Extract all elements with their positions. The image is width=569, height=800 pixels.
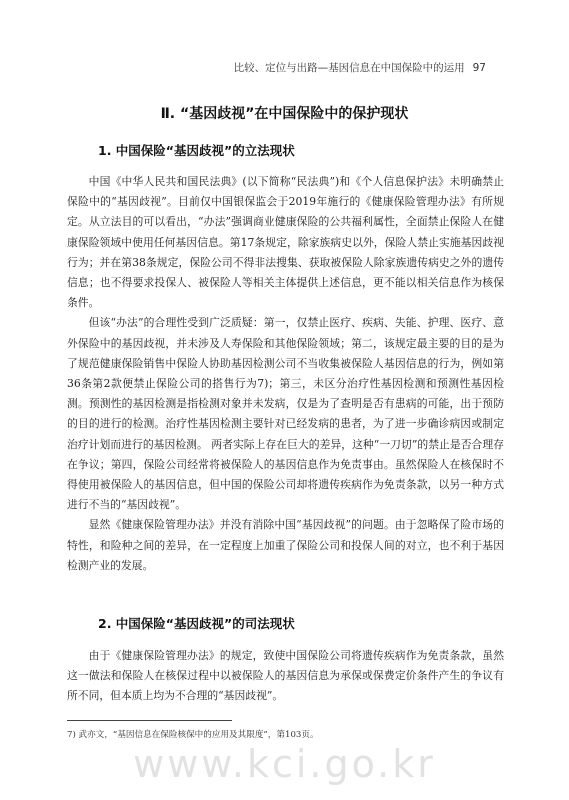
section-title: Ⅱ. “基因歧视”在中国保险中的保护现状	[160, 106, 409, 122]
footnote-divider	[67, 720, 232, 721]
running-header	[234, 60, 486, 75]
page-number: 97	[472, 62, 486, 74]
running-title: 比较、定位与出路—基因信息在中国保险中的运用	[233, 62, 465, 74]
subsection-title-judicial: 2. 中国保险“基因歧视”的司法现状	[98, 616, 295, 631]
paragraph: 显然《健康保险管理办法》并没有消除中国“基因歧视”的问题。由于忽略保了险市场的特性，和险种之间的差异，在一定程度上加重了保险公司和投保人间的对立，也不利于基因检测产业的发展。	[67, 518, 504, 572]
legislation-body	[67, 172, 504, 576]
paragraph: 由于《健康保险管理办法》的规定，致使中国保险公司将遗传疾病作为免责条款，虽然这一做法和保险人在核保过程中以被保险人的基因信息为承保或保费定价条件产生的争议有所不同，但本质上均为不合理的“基因歧视”。	[67, 649, 504, 703]
watermark: www.kci.go.kr	[133, 742, 436, 786]
paragraph: 中国《中华人民共和国民法典》(以下简称“民法典”)和《个人信息保护法》未明确禁止保险中的“基因歧视”。目前仅中国银保监会于2019年施行的《健康保险管理办法》有所规定。从立法目的可以看出，“办法”强调商业健康保险的公共福利属性，全面禁止保险人在健康保险领域中使用任何基因信息。第17条规定，除家族病史以外，保险人禁止实施基因歧视行为；并在第38条规定，保险公司不得非法搜集、获取被保险人除家族遗传病史之外的遗传信息；也不得要求投保人、被保险人等相关主体提供上述信息，更不能以相关信息作为核保条件。	[67, 175, 504, 310]
footnote: 7) 武亦文，“基因信息在保险核保中的应用及其限度”，第103页。	[67, 730, 319, 740]
subsection-title-legislation: 1. 中国保险“基因歧视”的立法现状	[98, 143, 295, 158]
paragraph: 但该“办法”的合理性受到广泛质疑：第一，仅禁止医疗、疾病、失能、护理、医疗、意外保险中的基因歧视，并未涉及人寿保险和其他保险领域；第二，该规定最主要的目的是为了规范健康保险销售中保险人协助基因检测公司不当收集被保险人基因信息的行为，例如第36条第2款便禁止保险公司的搭售行为7)；第三，未区分治疗性基因检测和预测性基因检测。预测性的基因检测是指检测对象并未发病，仅是为了查明是否有患病的可能，出于预防的目的进行的检测。治疗性基因检测主要针对已经发病的患者，为了进一步确诊病因或制定治疗计划而进行的基因检测。 两者实际上存在巨大的差异，这种“一刀切”的禁止是否合理存在争议；第四，保险公司经常将被保险人的基因信息作为免责事由。虽然保险人在核保时不得使用被保险人的基因信息，但中国的保险公司却将遗传疾病作为免责条款，以另一种方式进行不当的“基因歧视”。	[67, 316, 504, 512]
judicial-body	[67, 646, 504, 707]
